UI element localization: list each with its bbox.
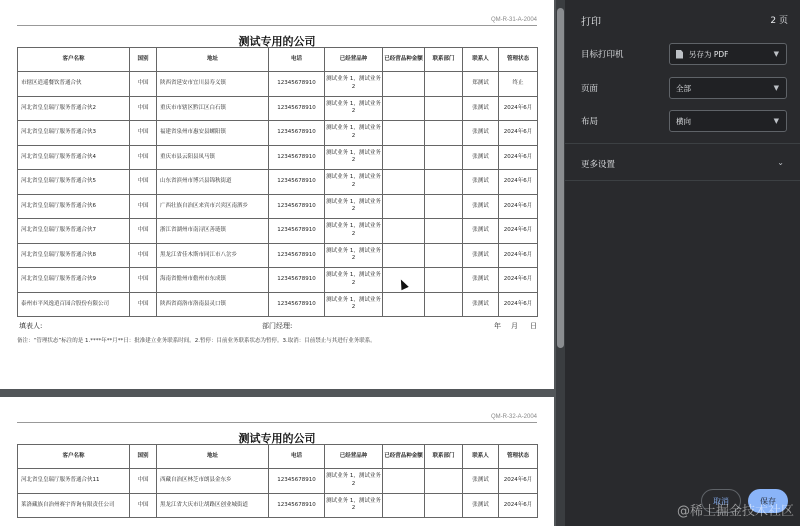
- table-cell: [383, 493, 425, 518]
- table-row: [18, 170, 538, 195]
- table-cell: 张测试: [463, 268, 499, 293]
- column-header: 联系部门: [425, 445, 463, 469]
- table-cell: 张测试: [463, 219, 499, 244]
- table-cell: [383, 194, 425, 219]
- table-cell: [425, 243, 463, 268]
- column-header: 地址: [157, 445, 269, 469]
- table-cell: 河北省皇皇瑞厅服务普通合伙7: [18, 219, 130, 244]
- table-row: [18, 121, 538, 146]
- chevron-down-icon: ▼: [773, 50, 779, 58]
- table-cell: 2024年6月: [499, 194, 538, 219]
- table-cell: 12345678910: [269, 121, 325, 146]
- table-cell: 海南省儋州市儋州市东成镇: [157, 268, 269, 293]
- divider: [565, 180, 800, 181]
- table-cell: 中国: [130, 243, 157, 268]
- pages-label: 页面: [581, 84, 599, 94]
- column-header: 已经营品种: [325, 48, 383, 72]
- table-cell: 黑龙江省佳木斯市同江市八岔乡: [157, 243, 269, 268]
- day-label: 日: [530, 322, 537, 330]
- table-cell: 山东省滨州市博兴县锦秋街道: [157, 170, 269, 195]
- doc-title-page2: 测试专用的公司: [238, 432, 316, 445]
- customer-table-page2: [17, 444, 538, 518]
- table-cell: 测试业务 1，测试业务2: [325, 243, 383, 268]
- table-cell: [425, 292, 463, 317]
- table-cell: 12345678910: [269, 170, 325, 195]
- table-cell: 重庆市市辖区黔江区白石镇: [157, 96, 269, 121]
- column-header: 已经营品种: [325, 445, 383, 469]
- table-row: [18, 243, 538, 268]
- table-cell: 张测试: [463, 469, 499, 494]
- chevron-down-icon[interactable]: ⌄: [777, 158, 784, 167]
- column-header: 已经营品种金额: [383, 445, 425, 469]
- table-row: [18, 194, 538, 219]
- column-header: 客户名称: [18, 445, 130, 469]
- table-cell: 泰州市平风逸逍百园合股份有限公司: [18, 292, 130, 317]
- table-cell: 12345678910: [269, 194, 325, 219]
- table-row: [18, 219, 538, 244]
- printer-value: 另存为 PDF: [689, 49, 729, 59]
- table-cell: [383, 145, 425, 170]
- table-cell: 张测试: [463, 121, 499, 146]
- table-cell: 测试业务 1，测试业务2: [325, 96, 383, 121]
- table-cell: 12345678910: [269, 219, 325, 244]
- table-cell: 12345678910: [269, 72, 325, 97]
- table-cell: 中国: [130, 268, 157, 293]
- panel-title: 打印: [581, 17, 601, 28]
- table-cell: [383, 121, 425, 146]
- column-header: 国别: [130, 48, 157, 72]
- table-cell: 河北省皇皇瑞厅服务普通合伙5: [18, 170, 130, 195]
- more-settings[interactable]: 更多设置: [581, 160, 616, 170]
- table-cell: 中国: [130, 194, 157, 219]
- table-cell: 广西壮族自治区来宾市兴宾区南泗乡: [157, 194, 269, 219]
- customer-table: [17, 47, 538, 317]
- table-cell: 张测试: [463, 493, 499, 518]
- table-cell: 河北省皇皇瑞厅服务普通合伙4: [18, 145, 130, 170]
- table-row: [18, 469, 538, 494]
- save-button[interactable]: 保存: [748, 489, 788, 513]
- column-header: 客户名称: [18, 48, 130, 72]
- column-header: 管理状态: [499, 445, 538, 469]
- year-label: 年: [494, 322, 501, 330]
- watermark: @稀土掘金技术社区: [676, 504, 794, 519]
- table-cell: 12345678910: [269, 96, 325, 121]
- table-cell: [383, 96, 425, 121]
- table-cell: 莱洛藏族自治州赛宇咨询有限责任公司: [18, 493, 130, 518]
- table-cell: 测试业务 1，测试业务2: [325, 219, 383, 244]
- table-cell: [425, 268, 463, 293]
- table-cell: 中国: [130, 292, 157, 317]
- preview-page-2: [0, 397, 554, 526]
- table-cell: [383, 170, 425, 195]
- column-header: 联系人: [463, 445, 499, 469]
- doc-title: 测试专用的公司: [238, 35, 316, 48]
- top-rule: [17, 25, 537, 26]
- page-count: 2 页: [770, 16, 788, 26]
- column-header: 联系部门: [425, 48, 463, 72]
- table-cell: [425, 72, 463, 97]
- layout-value: 横向: [676, 116, 691, 126]
- table-row: [18, 96, 538, 121]
- table-cell: 中国: [130, 145, 157, 170]
- table-cell: 福建省泉州市惠安县螺阳镇: [157, 121, 269, 146]
- table-cell: 测试业务 1，测试业务2: [325, 292, 383, 317]
- printer-select[interactable]: [669, 43, 787, 65]
- print-settings-panel: [565, 0, 800, 526]
- table-cell: 中国: [130, 469, 157, 494]
- table-cell: 2024年6月: [499, 121, 538, 146]
- table-cell: 2024年6月: [499, 243, 538, 268]
- chevron-down-icon: ▼: [773, 84, 779, 92]
- column-header: 已经营品种金额: [383, 48, 425, 72]
- doc-code: QM-R-31-A-2004: [490, 17, 537, 23]
- table-cell: 测试业务 1，测试业务2: [325, 170, 383, 195]
- table-row: [18, 145, 538, 170]
- table-cell: 张测试: [463, 243, 499, 268]
- layout-label: 布局: [581, 117, 599, 127]
- table-cell: 河北省皇皇瑞厅服务普通合伙11: [18, 469, 130, 494]
- table-cell: 河北省皇皇瑞厅服务普通合伙2: [18, 96, 130, 121]
- table-cell: 测试业务 1，测试业务2: [325, 268, 383, 293]
- table-row: [18, 493, 538, 518]
- table-cell: [383, 243, 425, 268]
- table-cell: 黑龙江省大庆市让胡路区创业城街道: [157, 493, 269, 518]
- table-cell: 测试业务 1，测试业务2: [325, 469, 383, 494]
- table-cell: 河北省皇皇瑞厅服务普通合伙6: [18, 194, 130, 219]
- layout-select[interactable]: [669, 110, 787, 132]
- table-cell: [383, 219, 425, 244]
- table-row: [18, 292, 538, 317]
- table-cell: [383, 292, 425, 317]
- table-cell: 张测试: [463, 170, 499, 195]
- top-rule: [17, 422, 537, 423]
- table-cell: 陕西省商洛市洛南县灵口镇: [157, 292, 269, 317]
- table-cell: 西藏自治区林芝市朗县金东乡: [157, 469, 269, 494]
- pages-select[interactable]: [669, 77, 787, 99]
- cancel-button[interactable]: 取消: [701, 489, 741, 513]
- table-cell: 2024年6月: [499, 96, 538, 121]
- table-cell: 张测试: [463, 194, 499, 219]
- document-icon: [676, 50, 683, 59]
- table-cell: 2024年6月: [499, 268, 538, 293]
- table-cell: [425, 170, 463, 195]
- column-header: 电话: [269, 445, 325, 469]
- column-header: 管理状态: [499, 48, 538, 72]
- divider: [565, 143, 800, 144]
- table-cell: 张测试: [463, 145, 499, 170]
- table-cell: 测试业务 1，测试业务2: [325, 145, 383, 170]
- table-row: [18, 268, 538, 293]
- table-cell: 陕西省延安市宜川县寿义镇: [157, 72, 269, 97]
- table-cell: [383, 72, 425, 97]
- table-cell: 浙江省湖州市南浔区善琏镇: [157, 219, 269, 244]
- table-cell: 2024年6月: [499, 219, 538, 244]
- table-cell: [425, 219, 463, 244]
- table-cell: 2024年6月: [499, 493, 538, 518]
- table-cell: [425, 469, 463, 494]
- table-cell: 12345678910: [269, 243, 325, 268]
- table-cell: 2024年6月: [499, 145, 538, 170]
- table-cell: 12345678910: [269, 469, 325, 494]
- table-cell: 中国: [130, 72, 157, 97]
- table-cell: 终止: [499, 72, 538, 97]
- table-cell: [425, 493, 463, 518]
- table-cell: 河北省皇皇瑞厅服务普通合伙8: [18, 243, 130, 268]
- table-cell: 张测试: [463, 292, 499, 317]
- table-cell: 中国: [130, 170, 157, 195]
- filler-label: 填表人:: [19, 322, 43, 330]
- table-cell: [383, 469, 425, 494]
- table-header: [18, 48, 538, 72]
- table-cell: 中国: [130, 96, 157, 121]
- table-cell: 中国: [130, 493, 157, 518]
- table-cell: [425, 121, 463, 146]
- table-cell: 河北省皇皇瑞厅服务普通合伙3: [18, 121, 130, 146]
- column-header: 国别: [130, 445, 157, 469]
- table-cell: 中国: [130, 121, 157, 146]
- table-cell: 测试业务 1，测试业务2: [325, 72, 383, 97]
- note-text: 备注：“管理状态”标注的是 1.****年**月**日：批准建立业务联系时间。2.暂停：目前业务联系状态为暂停。3.取消：目前禁止与其进行业务联系。: [17, 338, 376, 344]
- dept-manager-label: 部门经理:: [262, 322, 293, 330]
- table-row: [18, 72, 538, 97]
- table-cell: 测试业务 1，测试业务2: [325, 121, 383, 146]
- table-cell: 张测试: [463, 96, 499, 121]
- chevron-down-icon: ▼: [773, 117, 779, 125]
- table-cell: 2024年6月: [499, 469, 538, 494]
- column-header: 联系人: [463, 48, 499, 72]
- doc-code-page2: QM-R-32-A-2004: [490, 414, 537, 420]
- table-cell: 2024年6月: [499, 292, 538, 317]
- table-cell: 12345678910: [269, 145, 325, 170]
- table-cell: 重庆市县云阳县凤马镇: [157, 145, 269, 170]
- table-cell: 郑测试: [463, 72, 499, 97]
- table-cell: 2024年6月: [499, 170, 538, 195]
- table-cell: [425, 194, 463, 219]
- scrollbar-thumb[interactable]: [557, 8, 564, 348]
- table-cell: 市辖区逍遥餐饮普通合伙: [18, 72, 130, 97]
- column-header: 电话: [269, 48, 325, 72]
- table-cell: 河北省皇皇瑞厅服务普通合伙9: [18, 268, 130, 293]
- table-cell: 测试业务 1，测试业务2: [325, 493, 383, 518]
- table-cell: [425, 96, 463, 121]
- table-cell: [425, 145, 463, 170]
- table-cell: 中国: [130, 219, 157, 244]
- table-cell: 12345678910: [269, 292, 325, 317]
- table-cell: 12345678910: [269, 268, 325, 293]
- pages-value: 全部: [676, 83, 691, 93]
- table-header: [18, 445, 538, 469]
- column-header: 地址: [157, 48, 269, 72]
- month-label: 月: [511, 322, 518, 330]
- table-cell: 12345678910: [269, 493, 325, 518]
- table-cell: 测试业务 1，测试业务2: [325, 194, 383, 219]
- printer-label: 目标打印机: [581, 50, 624, 60]
